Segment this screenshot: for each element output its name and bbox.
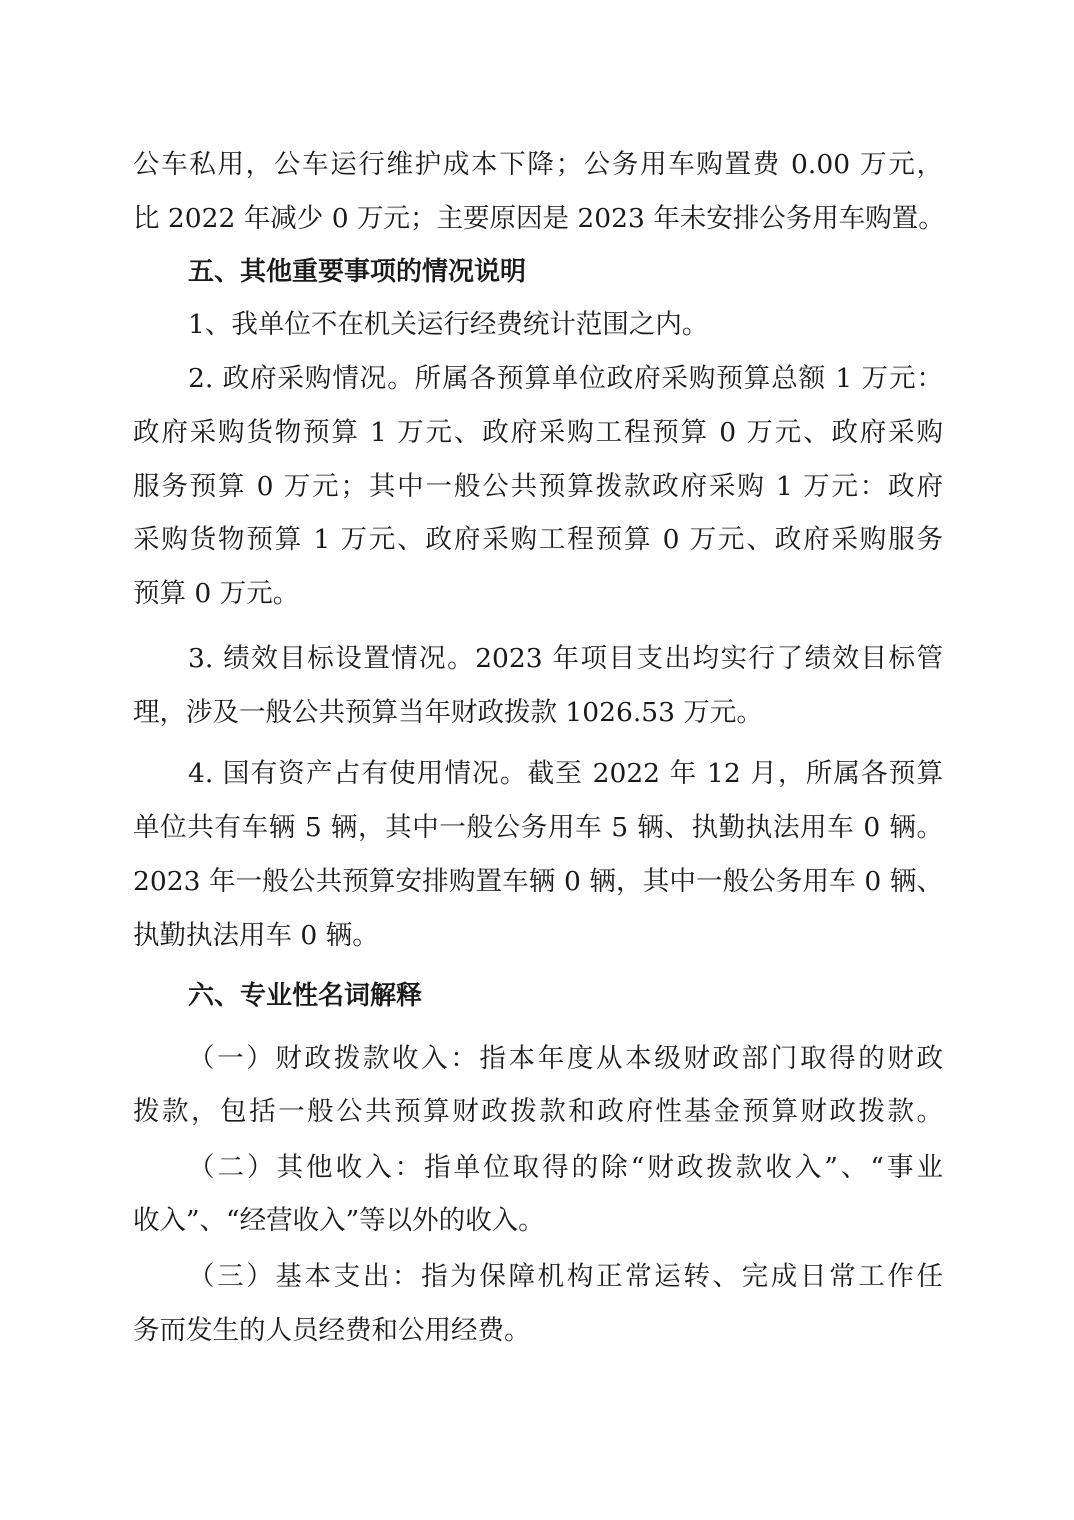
section-heading-six: 六、专业性名词解释 [188,981,423,1011]
paragraph-line: 1、我单位不在机关运行经费统计范围之内。 [188,309,709,340]
paragraph-line: 政府采购货物预算 1 万元、政府采购工程预算 0 万元、政府采购 [133,417,943,448]
paragraph-line: 2023 年一般公共预算安排购置车辆 0 辆，其中一般公务用车 0 辆、 [133,866,943,897]
paragraph-line: 单位共有车辆 5 辆，其中一般公务用车 5 辆、执勤执法用车 0 辆。 [133,812,943,843]
paragraph-line: 务而发生的人员经费和公用经费。 [133,1315,531,1346]
paragraph-line: 4. 国有资产占有使用情况。截至 2022 年 12 月，所属各预算 [188,758,943,789]
paragraph-line: 采购货物预算 1 万元、政府采购工程预算 0 万元、政府采购服务 [133,524,943,555]
paragraph-line: （一）财政拨款收入：指本年度从本级财政部门取得的财政 [188,1043,943,1074]
paragraph-line: 2. 政府采购情况。所属各预算单位政府采购预算总额 1 万元： [188,363,943,394]
paragraph-line: 服务预算 0 万元；其中一般公共预算拨款政府采购 1 万元：政府 [133,471,943,502]
paragraph-line: 公车私用，公车运行维护成本下降；公务用车购置费 0.00 万元， [133,149,943,180]
paragraph-line: 收入”、“经营收入”等以外的收入。 [133,1205,545,1236]
paragraph-line: 3. 绩效目标设置情况。2023 年项目支出均实行了绩效目标管 [188,643,943,674]
section-heading-five: 五、其他重要事项的情况说明 [188,257,527,287]
paragraph-line: 执勤执法用车 0 辆。 [133,920,379,951]
paragraph-line: 理，涉及一般公共预算当年财政拨款 1026.53 万元。 [133,697,763,728]
paragraph-line: （二）其他收入：指单位取得的除“财政拨款收入”、“事业 [188,1152,943,1183]
paragraph-line: 预算 0 万元。 [133,578,300,609]
paragraph-line: （三）基本支出：指为保障机构正常运转、完成日常工作任 [188,1261,943,1292]
paragraph-line: 比 2022 年减少 0 万元；主要原因是 2023 年未安排公务用车购置。 [133,203,945,234]
paragraph-line: 拨款，包括一般公共预算财政拨款和政府性基金预算财政拨款。 [133,1096,943,1127]
